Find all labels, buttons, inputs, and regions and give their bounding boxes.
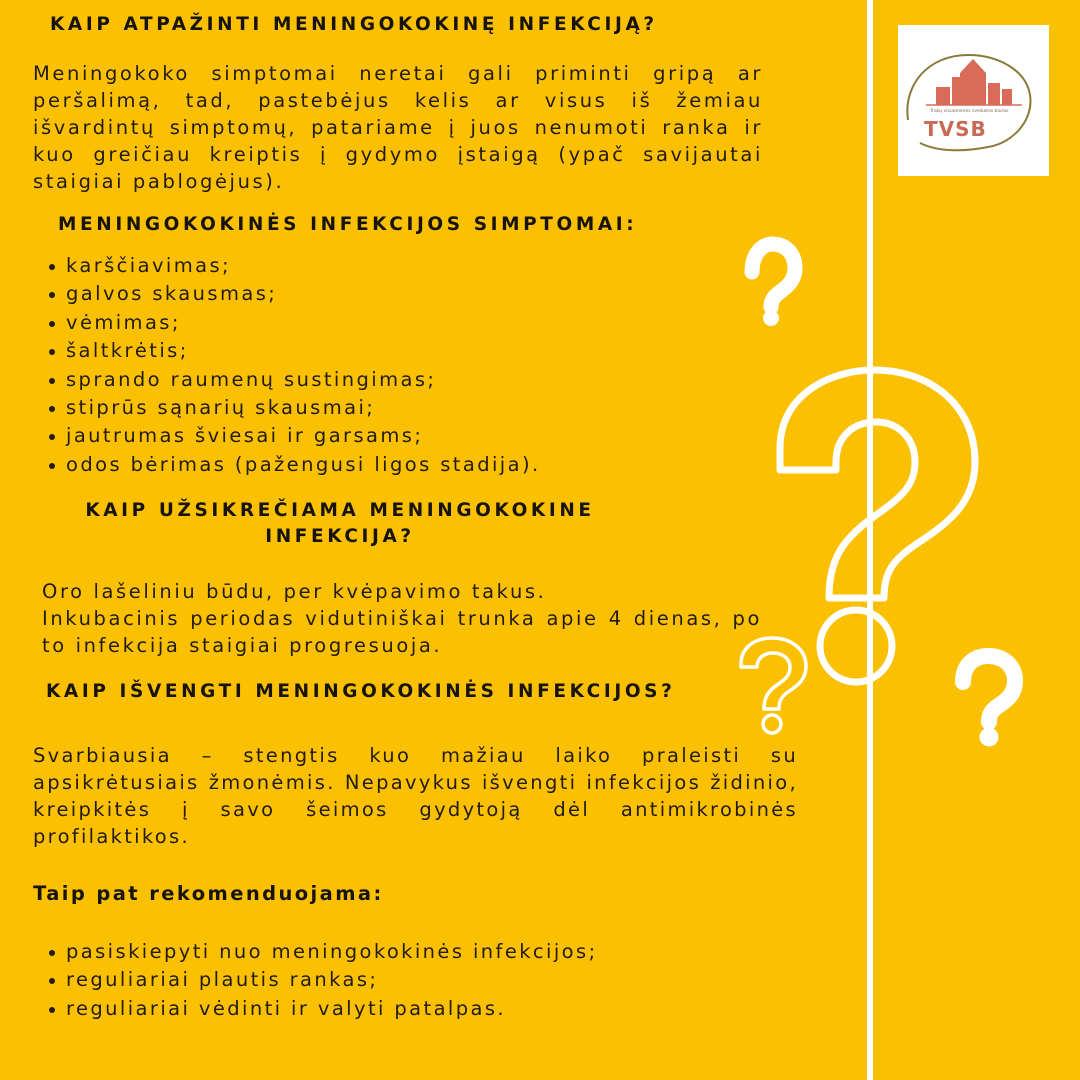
question-mark-right-icon xyxy=(963,656,1015,722)
list-item: reguliariai vėdinti ir valyti patalpas. xyxy=(44,995,598,1023)
list-item: jautrumas šviesai ir garsams; xyxy=(44,422,541,450)
list-item: stiprūs sąnarių skausmai; xyxy=(44,394,541,422)
logo-text: TVSB xyxy=(924,117,987,141)
recommend-label: Taip pat rekomenduojama: xyxy=(33,882,384,905)
question-mark-outline-small-icon xyxy=(741,638,806,733)
logo-caption: Trakų visuomenės sveikatos biuras xyxy=(930,109,1009,114)
question-mark-right-dot-icon xyxy=(980,728,999,747)
list-item: vėmimas; xyxy=(44,309,541,337)
heading-prevention: KAIP IŠVENGTI MENINGOKOKINĖS INFEKCIJOS? xyxy=(46,681,676,702)
question-mark-dot-icon xyxy=(763,310,779,326)
intro-paragraph: Meningokoko simptomai neretai gali priminti gripą ar peršalimą, tad, pastebėjus kelis ar visus iš žemiau išvardintų simptomų, patariame į juos nenumoti ranka ir kuo greičiau kreiptis į gydymo įstaigą (ypač savijautai staigiai pablogėjus). xyxy=(33,62,763,193)
question-mark-outline-icon xyxy=(780,370,975,682)
heading-transmission-line1: KAIP UŽSIKREČIAMA MENINGOKOKINE xyxy=(85,500,595,521)
list-item: sprando raumenų sustingimas; xyxy=(44,366,541,394)
heading-recognize: KAIP ATPAŽINTI MENINGOKOKINĘ INFEKCIJĄ? xyxy=(50,14,658,35)
list-item: odos bėrimas (pažengusi ligos stadija). xyxy=(44,451,541,479)
transmission-line2: Inkubacinis periodas vidutiniškai trunka apie 4 dienas, po to infekcija staigiai progresuoja. xyxy=(42,607,762,657)
transmission-line1: Oro lašeliniu būdu, per kvėpavimo takus. xyxy=(42,580,547,603)
prevention-paragraph: Svarbiausia – stengtis kuo mažiau laiko praleisti su apsikrėtusiais žmonėmis. Nepavykus išvengti infekcijos židinio, kreipkitės į savo šeimos gydytoją dėl antimikrobinės profilaktikos. xyxy=(33,744,798,848)
logo xyxy=(898,25,1049,176)
heading-transmission-line2: INFEKCIJA? xyxy=(265,526,415,547)
tvsb-logo-icon xyxy=(898,25,1049,176)
list-item: reguliariai plautis rankas; xyxy=(44,966,598,994)
heading-symptoms: MENINGOKOKINĖS INFEKCIJOS SIMPTOMAI: xyxy=(58,214,638,235)
list-item: karščiavimas; xyxy=(44,252,541,280)
question-mark-icon xyxy=(752,244,795,307)
list-item: šaltkrėtis; xyxy=(44,337,541,365)
list-item: pasiskiepyti nuo meningokokinės infekcijos; xyxy=(44,938,598,966)
list-item: galvos skausmas; xyxy=(44,280,541,308)
